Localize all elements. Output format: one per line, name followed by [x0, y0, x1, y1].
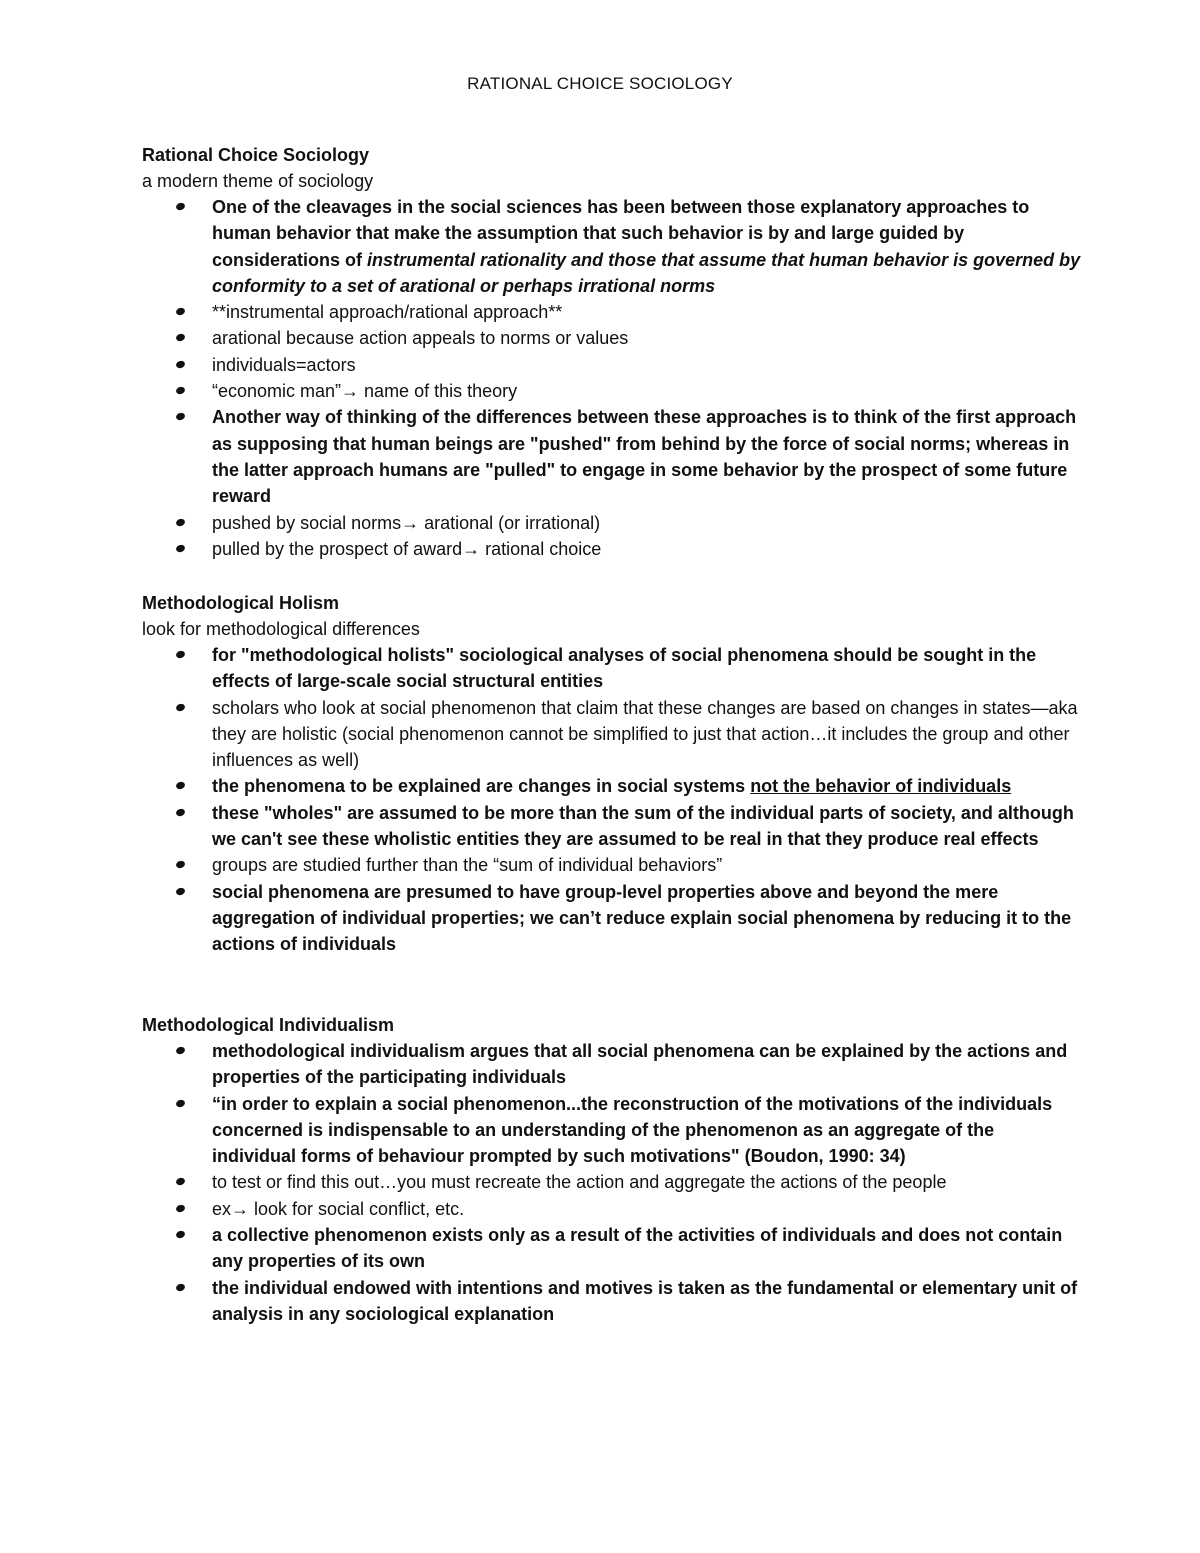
bullet-icon [175, 1177, 186, 1186]
bullet-text: for "methodological holists" sociological analyses of social phenomena should be sought in the effects of large-scale social structural entities [212, 645, 1037, 692]
bullet-list [142, 1038, 1082, 1327]
bullet-text: scholars who look at social phenomenon that claim that these changes are based on changes in states—aka they are holistic (social phenomenon cannot be simplified to just that action…it includes the group and other influences as well) [212, 697, 1078, 771]
section-rational-choice [142, 142, 1082, 562]
bullet-list [142, 194, 1082, 562]
section-heading: Methodological Individualism [142, 1015, 395, 1035]
bullet-text: ex→ look for social conflict, etc. [212, 1198, 465, 1219]
bullet-text: a collective phenomenon exists only as a result of the activities of individuals and does not contain any properties of its own [212, 1225, 1063, 1272]
bullet-icon [175, 360, 186, 369]
list-item [142, 536, 1082, 562]
bullet-icon [175, 307, 186, 316]
section-methodological-holism [142, 590, 1082, 958]
section-methodological-individualism [142, 1012, 1082, 1327]
bullet-icon [175, 1098, 186, 1107]
bullet-text: individuals=actors [212, 354, 356, 375]
bullet-text: “in order to explain a social phenomenon...the reconstruction of the motivations of the individuals concerned is indispensable to an understanding of the phenomenon as an aggregate of the individual forms of behaviour prompted by such motivations" (Boudon, 1990: 34) [212, 1093, 1053, 1167]
section-heading: Rational Choice Sociology [142, 145, 370, 165]
bullet-icon [175, 1282, 186, 1291]
bullet-icon [175, 886, 186, 895]
bullet-text: the phenomena to be explained are changes in social systems [212, 776, 751, 797]
list-item [142, 1038, 1082, 1091]
bullet-text: One of the cleavages in the social sciences has been between those explanatory approaches to human behavior that make the assumption that such behavior is by and large guided by considerations of [212, 197, 1030, 270]
bullet-text: methodological individualism argues that all social phenomena can be explained by the actions and properties of the participating individuals [212, 1041, 1068, 1088]
bullet-icon [175, 386, 186, 395]
list-item [142, 773, 1082, 799]
bullet-icon [175, 517, 186, 526]
bullet-icon [175, 702, 186, 711]
bullet-icon [175, 781, 186, 790]
list-item [142, 1222, 1082, 1275]
list-item [142, 299, 1082, 325]
list-item [142, 1091, 1082, 1170]
list-item [142, 325, 1082, 351]
list-item [142, 1275, 1082, 1328]
list-item [142, 800, 1082, 853]
section-heading: Methodological Holism [142, 593, 340, 613]
bullet-text: instrumental rationality and those that assume that human behavior is governed by conformity to a set of arational or perhaps irrational norms [212, 249, 1081, 296]
bullet-text: the individual endowed with intentions and motives is taken as the fundamental or elementary unit of analysis in any sociological explanation [212, 1277, 1078, 1324]
list-item [142, 1196, 1082, 1222]
section-subheading: a modern theme of sociology [142, 171, 374, 191]
bullet-text: arational because action appeals to norms or values [212, 328, 629, 349]
bullet-text: not the behavior of individuals [750, 776, 1012, 797]
bullet-icon [175, 1204, 186, 1213]
bullet-icon [175, 860, 186, 869]
bullet-icon [175, 1230, 186, 1239]
list-item [142, 404, 1082, 509]
bullet-text: these "wholes" are assumed to be more than the sum of the individual parts of society, and although we can't see these wholistic entities they are assumed to be real in that they produce real effects [212, 802, 1074, 850]
list-item [142, 378, 1082, 404]
bullet-icon [175, 808, 186, 817]
section-subheading: look for methodological differences [142, 619, 420, 639]
bullet-icon [175, 650, 186, 659]
bullet-text: Another way of thinking of the differences between these approaches is to think of the first approach as supposing that human beings are "pushed" from behind by the force of social norms; whereas in the latter approach humans are "pulled" to engage in some behavior by the prospect of some future reward [212, 407, 1077, 507]
bullet-text: **instrumental approach/rational approach** [212, 302, 563, 323]
bullet-icon [175, 544, 186, 553]
bullet-list [142, 642, 1082, 958]
list-item [142, 695, 1082, 774]
bullet-icon [175, 333, 186, 342]
list-item [142, 352, 1082, 378]
list-item [142, 194, 1082, 299]
bullet-text: pushed by social norms→ arational (or irrational) [212, 512, 601, 533]
bullet-icon [175, 202, 186, 211]
list-item [142, 879, 1082, 958]
bullet-text: pulled by the prospect of award→ rational choice [212, 538, 602, 559]
bullet-icon [175, 412, 186, 421]
bullet-text: social phenomena are presumed to have group-level properties above and beyond the mere aggregation of individual properties; we can’t reduce explain social phenomena by reducing it to the actions of individuals [212, 881, 1072, 955]
list-item [142, 642, 1082, 695]
list-item [142, 510, 1082, 536]
bullet-icon [175, 1046, 186, 1055]
list-item [142, 1169, 1082, 1195]
bullet-text: “economic man”→ name of this theory [212, 381, 518, 402]
list-item [142, 852, 1082, 878]
bullet-text: to test or find this out…you must recreate the action and aggregate the actions of the people [212, 1172, 947, 1193]
bullet-text: groups are studied further than the “sum of individual behaviors” [212, 855, 723, 876]
document-title: RATIONAL CHOICE SOCIOLOGY [467, 74, 733, 93]
